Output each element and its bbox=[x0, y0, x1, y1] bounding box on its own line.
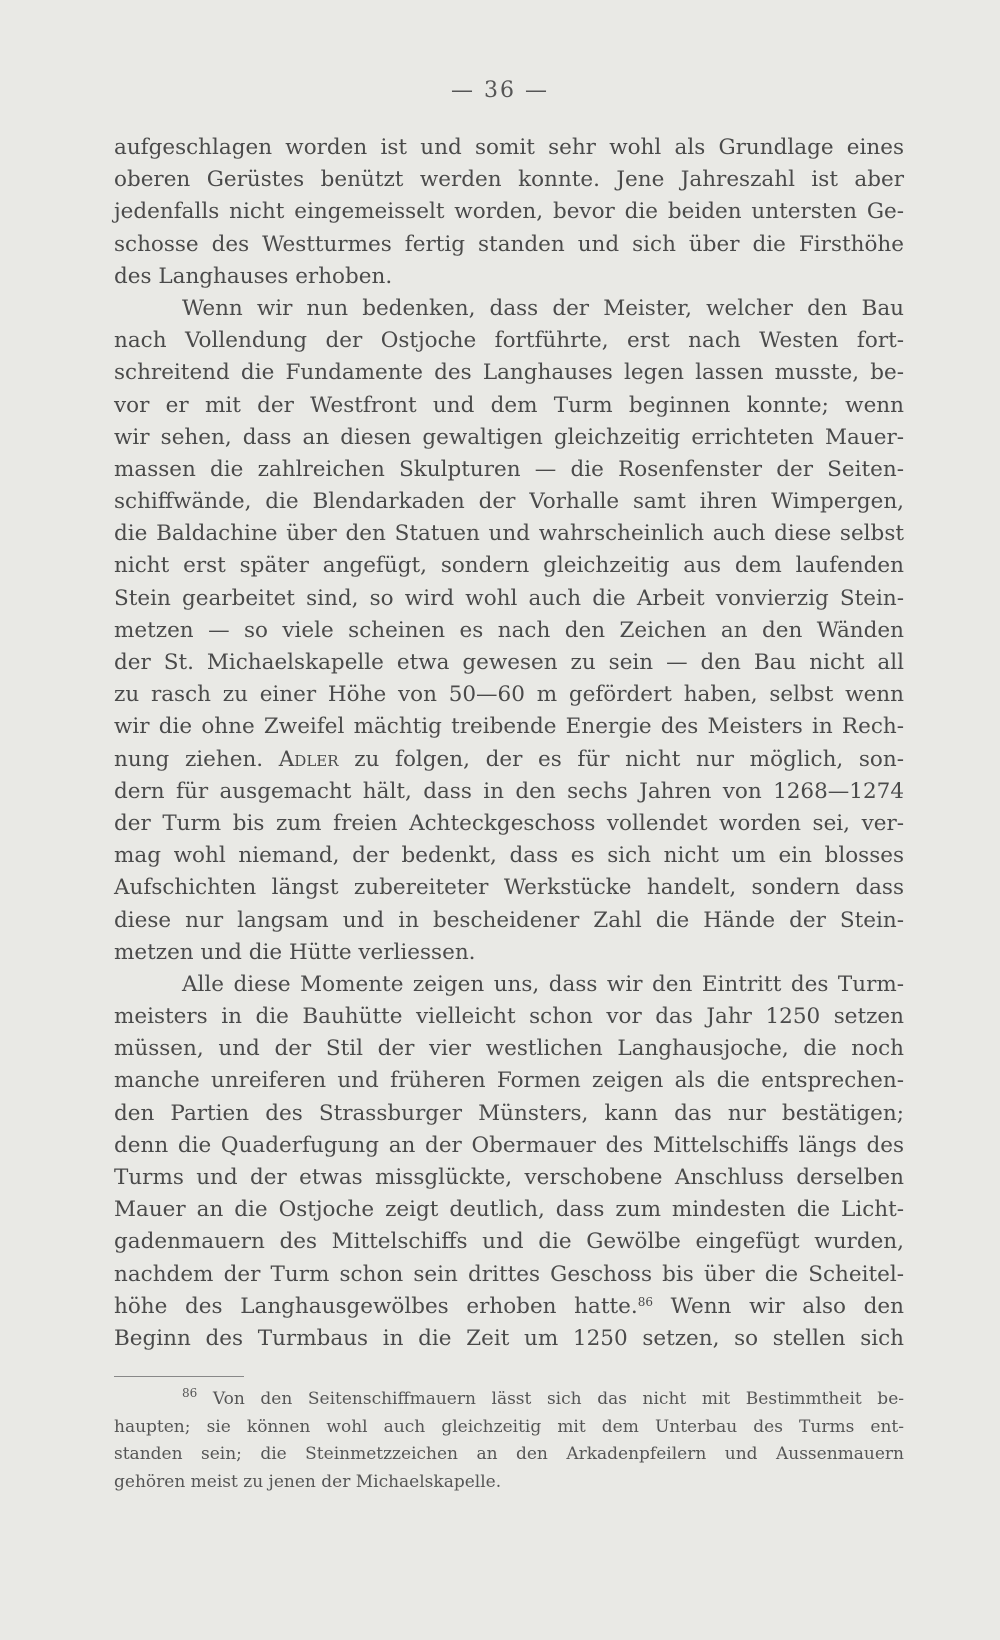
text-line bbox=[114, 1291, 904, 1323]
footnote-line bbox=[114, 1386, 904, 1414]
page-number: — 36 — bbox=[451, 78, 549, 103]
text-line: wir die ohne Zweifel mächtig treibende Energie des Meisters in Rech- bbox=[114, 714, 904, 740]
text-line: oberen Gerüstes benützt werden konnte. Jene Jahreszahl ist aber bbox=[114, 167, 904, 193]
text-line: schosse des Westturmes fertig standen und sich über die Firsthöhe bbox=[114, 231, 904, 257]
text-line: vor er mit der Westfront und dem Turm beginnen konnte; wenn bbox=[114, 392, 904, 418]
text-line: müssen, und der Stil der vier westlichen Langhausjoche, die noch bbox=[114, 1036, 904, 1062]
text-line: Aufschichten längst zubereiteter Werkstücke handelt, sondern dass bbox=[114, 875, 904, 901]
text-line: Turms und der etwas missglückte, verschobene Anschluss derselben bbox=[114, 1165, 904, 1190]
text-line: wir sehen, dass an diesen gewaltigen gleichzeitig errichteten Mauer- bbox=[114, 424, 904, 450]
text-line: denn die Quaderfugung an der Obermauer des Mittelschiffs längs des bbox=[114, 1132, 904, 1158]
footnote-marker: 86 bbox=[182, 1386, 198, 1400]
text-line: der Turm bis zum freien Achteckgeschoss vollendet worden sei, ver- bbox=[114, 810, 904, 836]
text-line: schreitend die Fundamente des Langhauses legen lassen musste, be- bbox=[114, 360, 904, 386]
author-name-adler: Adler bbox=[278, 746, 339, 772]
footnote-line: gehören meist zu jenen der Michaelskapelle. bbox=[114, 1471, 502, 1492]
text-line: den Partien des Strassburger Münsters, kann das nur bestätigen; bbox=[114, 1100, 904, 1126]
footnote-line: haupten; sie können wohl auch gleichzeitig mit dem Unterbau des Turms ent- bbox=[114, 1416, 904, 1437]
text-line: nachdem der Turm schon sein drittes Geschoss bis über die Scheitel- bbox=[114, 1261, 904, 1287]
text-line: Stein gearbeitet sind, so wird wohl auch die Arbeit vonvierzig Stein- bbox=[114, 585, 904, 611]
text-fragment: Wenn wir also den bbox=[652, 1293, 904, 1319]
text-line: massen die zahlreichen Skulpturen — die Rosenfenster der Seiten- bbox=[114, 456, 904, 482]
footnote-reference[interactable]: 86 bbox=[637, 1294, 653, 1309]
text-line: Mauer an die Ostjoche zeigt deutlich, dass zum mindesten die Licht- bbox=[114, 1197, 904, 1223]
text-line: nach Vollendung der Ostjoche fortführte, erst nach Westen fort- bbox=[114, 328, 904, 354]
text-line: dern für ausgemacht hält, dass in den sechs Jahren von 1268—1274 bbox=[114, 778, 904, 804]
text-line: diese nur langsam und in bescheidener Zahl die Hände der Stein- bbox=[114, 907, 904, 933]
footnote-block bbox=[114, 1386, 904, 1496]
text-fragment: höhe des Langhausgewölbes erhoben hatte. bbox=[114, 1293, 638, 1319]
text-line: Wenn wir nun bedenken, dass der Meister, welcher den Bau bbox=[182, 295, 904, 321]
footnote-line: standen sein; die Steinmetzzeichen an den Arkadenpfeilern und Aussenmauern bbox=[114, 1444, 904, 1464]
text-line: metzen — so viele scheinen es nach den Zeichen an den Wänden bbox=[114, 617, 904, 643]
text-fragment: zu folgen, der es für nicht nur möglich, son- bbox=[338, 746, 904, 772]
text-line: jedenfalls nicht eingemeisselt worden, bevor die beiden untersten Ge- bbox=[114, 199, 904, 225]
text-line: der St. Michaelskapelle etwa gewesen zu sein — den Bau nicht all bbox=[114, 650, 904, 675]
text-fragment: Von den Seitenschiffmauern lässt sich das nicht mit Bestimmtheit be- bbox=[197, 1389, 904, 1409]
text-line: manche unreiferen und früheren Formen zeigen als die entsprechen- bbox=[114, 1068, 904, 1094]
text-line: Alle diese Momente zeigen uns, dass wir den Eintritt des Turm- bbox=[182, 971, 904, 997]
footnote-divider bbox=[114, 1376, 244, 1377]
text-line: zu rasch zu einer Höhe von 50—60 m gefördert haben, selbst wenn bbox=[114, 682, 904, 708]
text-line: metzen und die Hütte verliessen. bbox=[114, 939, 476, 965]
text-fragment: nung ziehen. bbox=[114, 746, 279, 772]
text-line: Beginn des Turmbaus in die Zeit um 1250 setzen, so stellen sich bbox=[114, 1325, 904, 1351]
text-line: des Langhauses erhoben. bbox=[114, 263, 393, 289]
text-line: mag wohl niemand, der bedenkt, dass es sich nicht um ein blosses bbox=[114, 843, 904, 869]
text-line: schiffwände, die Blendarkaden der Vorhalle samt ihren Wimpergen, bbox=[114, 489, 904, 515]
text-line: meisters in die Bauhütte vielleicht schon vor das Jahr 1250 setzen bbox=[114, 1004, 904, 1030]
main-text bbox=[114, 132, 904, 1355]
text-line: die Baldachine über den Statuen und wahrscheinlich auch diese selbst bbox=[114, 521, 904, 547]
text-line: aufgeschlagen worden ist und somit sehr wohl als Grundlage eines bbox=[114, 135, 904, 160]
text-line: nicht erst später angefügt, sondern gleichzeitig aus dem laufenden bbox=[114, 553, 904, 579]
text-line bbox=[114, 744, 904, 776]
text-line: gadenmauern des Mittelschiffs und die Gewölbe eingefügt wurden, bbox=[114, 1229, 904, 1255]
